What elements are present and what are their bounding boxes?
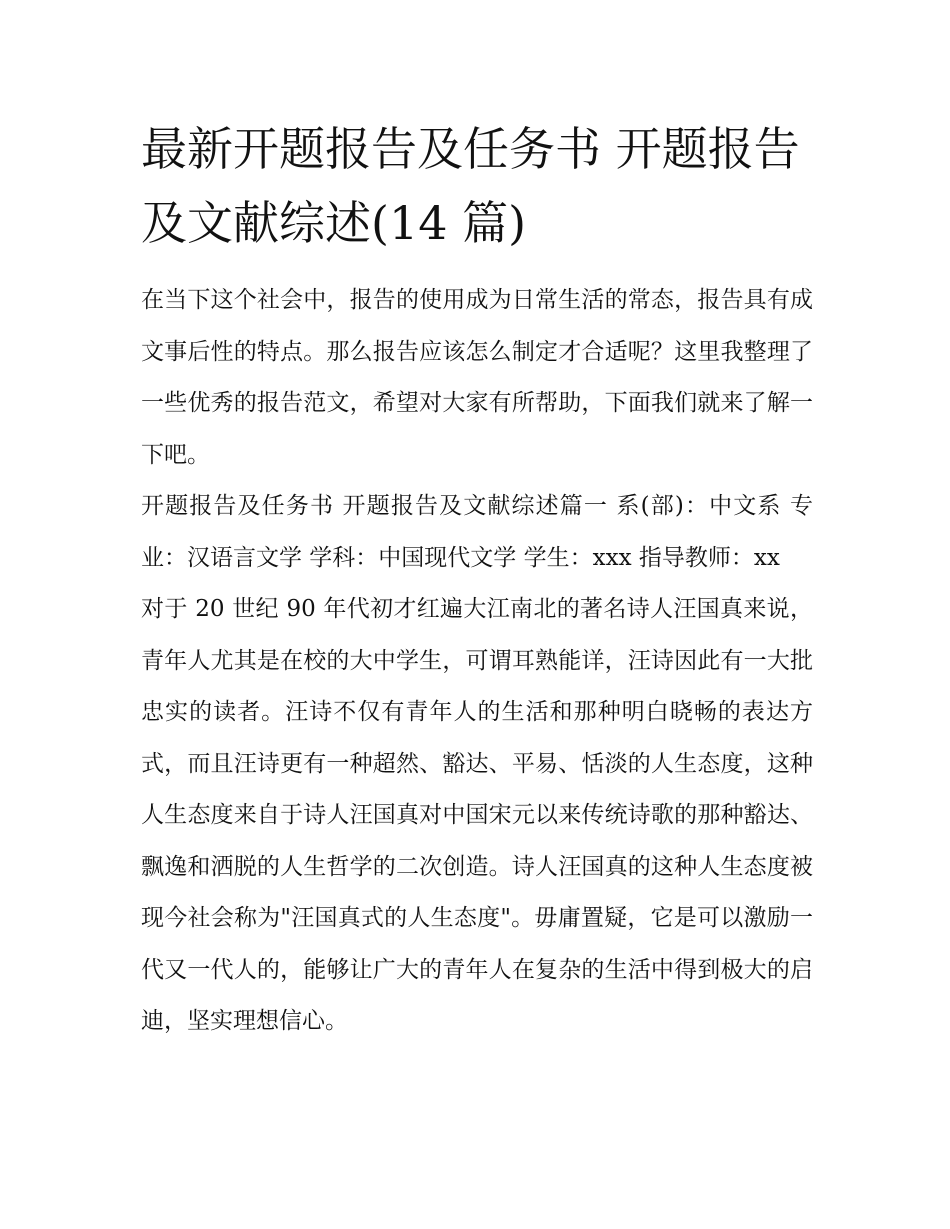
intro-paragraph: 在当下这个社会中，报告的使用成为日常生活的常态，报告具有成文事后性的特点。那么报告应该怎么制定才合适呢？这里我整理了一些优秀的报告范文，希望对大家有所帮助，下面我们就来了解一下吧。	[141, 287, 813, 468]
document-page	[141, 112, 813, 1048]
metadata-paragraph: 开题报告及任务书 开题报告及文献综述篇一 系(部)：中文系 专业：汉语言文学 学科：中国现代文学 学生：xxx 指导教师：xx	[141, 493, 813, 571]
body-paragraph: 对于 20 世纪 90 年代初才红遍大江南北的著名诗人汪国真来说，青年人尤其是在校的大中学生，可谓耳熟能详，汪诗因此有一大批忠实的读者。汪诗不仅有青年人的生活和那种明白晓畅的表达方式，而且汪诗更有一种超然、豁达、平易、恬淡的人生态度，这种人生态度来自于诗人汪国真对中国宋元以来传统诗歌的那种豁达、飘逸和洒脱的人生哲学的二次创造。诗人汪国真的这种人生态度被现今社会称为"汪国真式的人生态度"。毋庸置疑，它是可以激励一代又一代人的，能够让广大的青年人在复杂的生活中得到极大的启迪，坚实理想信心。	[141, 596, 813, 1034]
document-title: 最新开题报告及任务书 开题报告及文献综述(14 篇)	[141, 122, 800, 250]
